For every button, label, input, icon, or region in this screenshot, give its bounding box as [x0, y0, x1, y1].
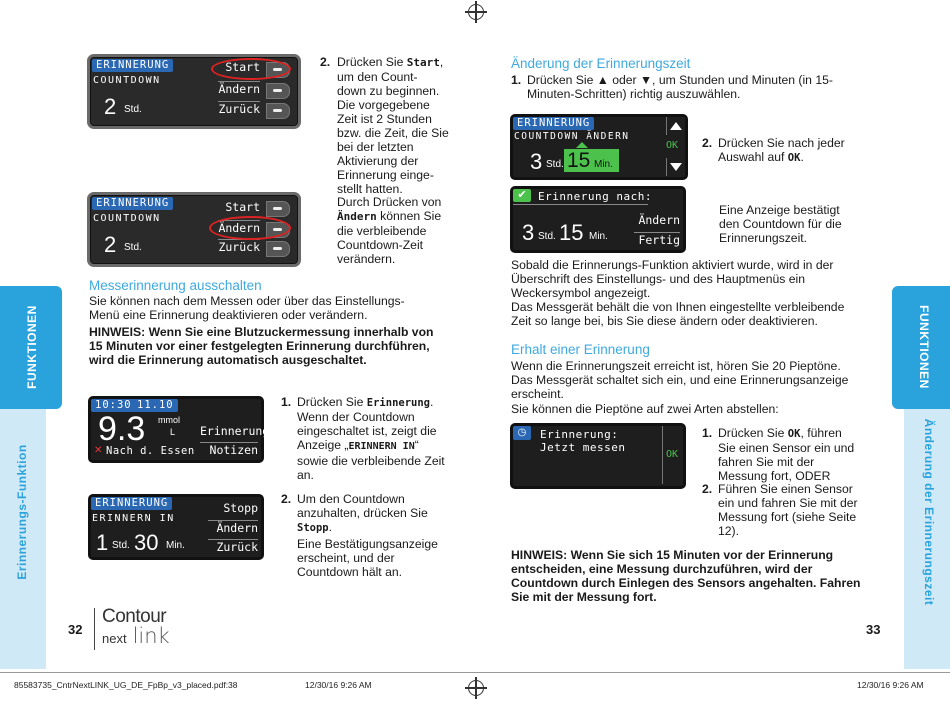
down-arrow-icon	[670, 163, 682, 171]
start-button[interactable]: Start	[225, 200, 260, 214]
change-button[interactable]: Ändern	[638, 213, 680, 227]
para-two-ways: Sie können die Pieptöne auf zwei Arten abstellen:	[511, 402, 779, 416]
alarm-clock-icon: ◷	[513, 426, 531, 440]
meal-tag: Nach d. Essen	[106, 445, 195, 457]
meter-screen-remind-in	[88, 494, 264, 560]
key-name: OK	[787, 428, 801, 440]
step-text: Drücken Sie	[337, 55, 407, 69]
reminder-button[interactable]: Erinnerung	[200, 424, 270, 438]
key-name: OK	[787, 152, 801, 164]
change-button[interactable]: Ändern	[208, 520, 258, 535]
step-number: 2.	[281, 492, 292, 506]
done-button[interactable]: Fertig	[634, 232, 680, 247]
side-tab-sub-right	[904, 409, 950, 669]
screen-sub: ERINNERN IN	[92, 513, 175, 524]
meter-screen-result	[88, 396, 270, 463]
screen-unit: Std.	[124, 104, 142, 115]
step-number: 1.	[702, 426, 713, 440]
key-name: ERINNERN IN	[348, 441, 415, 452]
step-number: 1.	[281, 395, 292, 409]
minutes-unit: Min.	[589, 231, 608, 242]
step-number: 1.	[511, 73, 522, 87]
meter-screen-reminder-alert	[510, 423, 686, 489]
step-text: , um den Count- down zu beginnen. Die vorgegebene Zeit ist 2 Stunden bzw. die Zeit, die Sie bei der letzten Aktivierung der Erinnerung einge- stellt hatten.	[337, 55, 449, 196]
step-2-ok	[702, 136, 852, 165]
screen-label: ERINNERUNG	[513, 117, 594, 130]
screen-value: 2	[104, 94, 117, 119]
meter-screen-confirm	[510, 186, 686, 253]
step-2-stop	[281, 492, 446, 579]
key-name: Ändern	[337, 210, 377, 223]
minutes-unit: Min.	[166, 540, 185, 551]
confirm-note: Eine Anzeige bestätigt den Countdown für die Erinnerungszeit.	[719, 203, 842, 245]
button-divider	[662, 426, 663, 484]
footer-date-right: 12/30/16 9:26 AM	[857, 680, 924, 690]
screen-sub: COUNTDOWN	[93, 75, 161, 86]
result-value: 9.3	[98, 410, 146, 448]
screen-label: ERINNERUNG	[92, 197, 173, 210]
screen-date: 11.10	[133, 399, 178, 412]
meter-screen-countdown-edit	[510, 114, 688, 180]
footer-rule	[0, 672, 950, 673]
up-arrow-icon	[670, 122, 682, 130]
side-tab-sub-right-label: Änderung der Erinnerungszeit	[922, 418, 936, 606]
side-key-icon[interactable]	[266, 103, 290, 119]
step-number: 2.	[320, 55, 331, 69]
step-text: Führen Sie einen Sensor ein und fahren Sie mit der Messung fort (siehe Seite 12).	[718, 482, 858, 538]
step-text: Eine Bestätigungsanzeige erscheint, und der Countdown hält an.	[297, 537, 438, 579]
step-text: Drücken Sie	[297, 395, 367, 409]
highlight-ring-icon	[209, 216, 291, 240]
ok-button[interactable]: OK	[666, 140, 679, 151]
step-text: “ sowie die verbleibende Zeit an.	[297, 438, 445, 482]
side-key-icon[interactable]	[266, 241, 290, 257]
hours-value: 3	[522, 220, 535, 245]
minutes-unit: Min.	[594, 159, 613, 170]
side-key-icon[interactable]	[266, 83, 290, 99]
step-text: Drücken Sie ▲ oder ▼, um Stunden und Minuten (in 15-Minuten-Schritten) richtig auszuwählen.	[527, 73, 833, 101]
contour-next-link-logo	[102, 606, 170, 648]
minutes-highlight	[564, 149, 619, 172]
back-button[interactable]: Zurück	[218, 240, 260, 254]
logo-divider	[94, 608, 95, 650]
screen-time: 10:30	[91, 399, 136, 412]
step-text: .	[800, 150, 804, 164]
note-text: Durch Drücken von	[337, 195, 442, 209]
screen-label: ERINNERUNG	[92, 59, 173, 72]
hours-unit: Std.	[538, 231, 556, 242]
side-tab-main-left-label: FUNKTIONEN	[25, 305, 39, 389]
stop-button[interactable]: Stopp	[223, 501, 258, 515]
header-divider	[513, 204, 648, 205]
step-text: . Wenn der Countdown eingeschaltet ist, zeigt die Anzeige „	[297, 395, 437, 452]
side-tab-sub-left-label: Erinnerungs-Funktion	[15, 444, 29, 580]
step-number: 2.	[702, 136, 713, 150]
screen-value: 2	[104, 232, 117, 257]
registration-mark-icon	[468, 680, 484, 696]
logo-word-next: next	[102, 631, 127, 646]
step-1-reminder	[281, 395, 446, 482]
meter-screen-countdown-start	[87, 54, 301, 129]
step-1-select	[511, 73, 841, 101]
screen-sub: COUNTDOWN ÄNDERN	[514, 131, 630, 142]
start-button[interactable]: Start	[225, 60, 260, 74]
alert-line-1: Erinnerung:	[540, 428, 619, 441]
step-text: , führen Sie einen Sensor ein und fahren Sie mit der Messung fort, ODER	[718, 426, 855, 483]
step-text: .	[328, 520, 332, 534]
meter-screen-countdown-change	[87, 192, 301, 267]
down-arrow-button[interactable]	[666, 158, 685, 176]
key-name: Stopp	[297, 522, 329, 534]
reminder-step-1	[702, 426, 862, 483]
confirm-header: Erinnerung nach:	[538, 190, 652, 203]
result-unit-bottom: L	[170, 427, 176, 437]
up-arrow-button[interactable]	[666, 117, 685, 135]
remaining-minutes: 30	[134, 530, 159, 555]
para-alarm-icon: Sobald die Erinnerungs-Funktion aktiviert wurde, wird in der Überschrift des Einstellungs- und des Hauptmenüs ein Weckersymbol angezeigt.	[511, 258, 834, 300]
step-text: Drücken Sie nach jeder Auswahl auf	[718, 136, 845, 164]
change-button[interactable]: Ändern	[218, 221, 260, 235]
registration-mark-icon	[468, 4, 484, 20]
footer-file: 85583735_CntrNextLINK_UG_DE_FpBp_v3_placed.pdf:38	[14, 680, 238, 690]
section-title-change: Änderung der Erinnerungszeit	[511, 56, 691, 71]
section-title-receive: Erhalt einer Erinnerung	[511, 342, 650, 357]
remaining-hours: 1	[96, 530, 109, 555]
screen-label: ERINNERUNG	[91, 497, 172, 510]
increase-arrow-icon	[576, 142, 588, 148]
section-title-disable: Messerinnerung ausschalten	[89, 278, 262, 293]
page-number-right: 33	[866, 622, 881, 637]
screen-sub: COUNTDOWN	[93, 213, 161, 224]
step-text: Drücken Sie	[718, 426, 788, 440]
logo-word-link: link	[132, 624, 170, 648]
hint-left: HINWEIS: Wenn Sie eine Blutzuckermessung innerhalb von 15 Minuten vor einer festgelegten Erinnerung durchführen, wird die Erinnerung automatisch ausgeschaltet.	[89, 325, 434, 367]
para-beeps: Wenn die Erinnerungszeit erreicht ist, hören Sie 20 Pieptöne. Das Messgerät schaltet sich ein, und eine Erinnerungsanzeige erscheint.	[511, 359, 849, 401]
side-key-icon[interactable]	[266, 201, 290, 217]
check-icon: ✔	[513, 189, 531, 202]
hours-unit: Std.	[112, 540, 130, 551]
step-number: 2.	[702, 482, 713, 496]
back-button[interactable]: Zurück	[208, 539, 258, 554]
section-text-disable: Sie können nach dem Messen oder über das Einstellungs- Menü eine Erinnerung deaktivieren oder verändern.	[89, 294, 405, 322]
footer-date-left: 12/30/16 9:26 AM	[305, 680, 372, 690]
step-text: Um den Countdown anzuhalten, drücken Sie	[297, 492, 428, 520]
back-button[interactable]: Zurück	[218, 102, 260, 116]
notes-button[interactable]: Notizen	[200, 442, 258, 457]
hours-value: 3	[530, 149, 543, 174]
ok-button[interactable]: OK	[666, 449, 679, 460]
change-note	[337, 195, 449, 266]
side-tab-main-right-label: FUNKTIONEN	[917, 305, 931, 389]
page-number-left: 32	[68, 622, 83, 637]
minutes-value: 15	[567, 149, 591, 172]
key-name: Erinnerung	[366, 397, 430, 409]
reminder-step-2	[702, 482, 867, 538]
screen-unit: Std.	[124, 242, 142, 253]
key-name: Start	[406, 56, 440, 69]
side-tab-main-left	[0, 286, 62, 409]
step-2-start	[320, 55, 450, 196]
logo-word-contour: Contour	[102, 606, 167, 627]
hint-right: HINWEIS: Wenn Sie sich 15 Minuten vor der Erinnerung entscheiden, eine Messung durchzuführen, wird der Countdown durch Einlegen des Sensors angehalten. Fahren Sie mit der Messung fort.	[511, 548, 861, 604]
minutes-value: 15	[559, 220, 584, 245]
highlight-ring-icon	[211, 58, 291, 80]
alert-line-2: Jetzt messen	[540, 441, 626, 454]
result-unit-top: mmol	[158, 415, 180, 425]
change-button[interactable]: Ändern	[218, 82, 260, 96]
side-tab-sub-left	[0, 409, 46, 669]
note-text: können Sie die verbleibende Countdown-Zeit verändern.	[337, 209, 442, 266]
para-keep-time: Das Messgerät behält die von Ihnen eingestellte verbleibende Zeit so lange bei, bis Sie diese ändern oder deaktivieren.	[511, 300, 845, 328]
hours-unit: Std.	[546, 159, 564, 170]
meal-marker-icon: ✕	[94, 445, 103, 456]
side-tab-main-right	[892, 286, 950, 409]
